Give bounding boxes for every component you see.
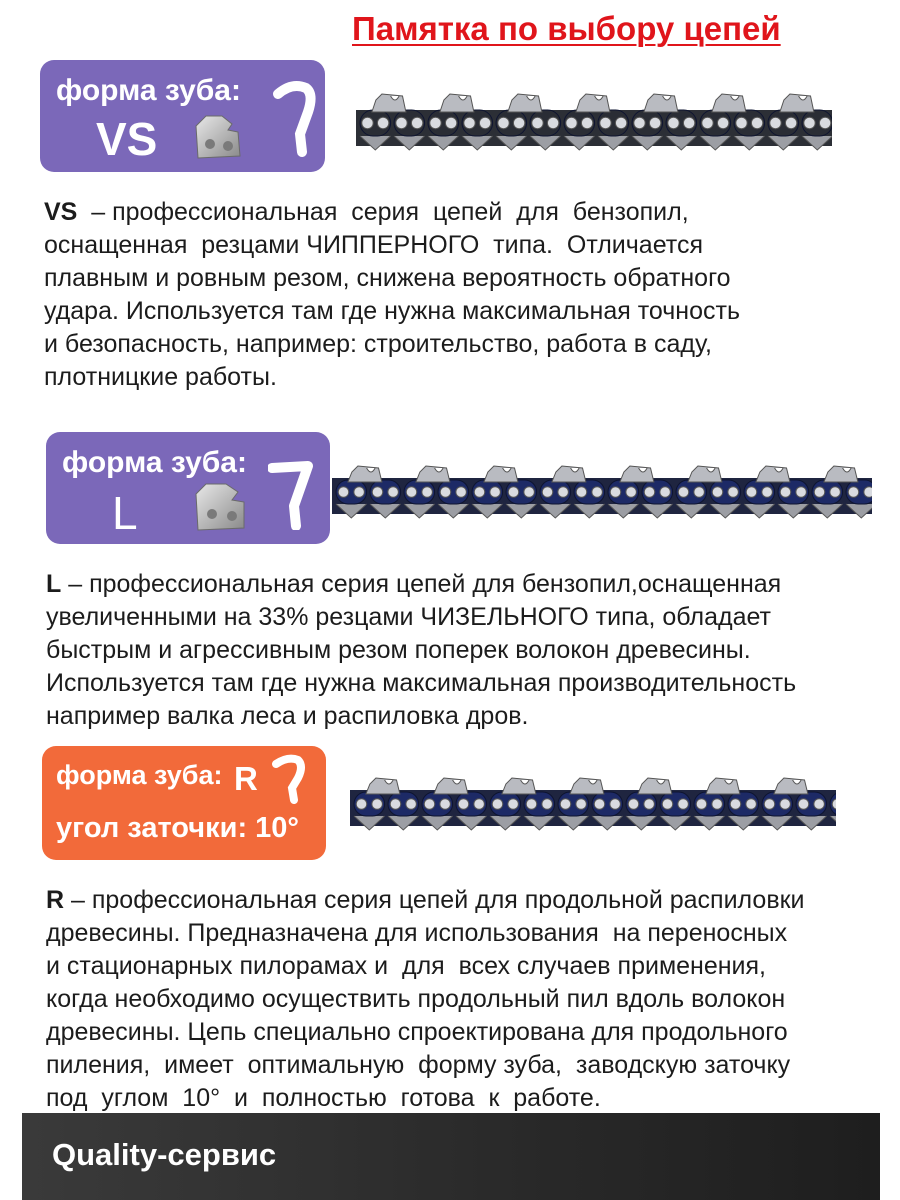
badge-r-label: форма зуба: <box>56 760 223 790</box>
badge-vs-code: VS <box>96 113 158 165</box>
description-l-line: например валка леса и распиловка дров. <box>46 702 529 730</box>
badge-l-label: форма зуба: <box>62 446 247 479</box>
tooth-profile-l-icon <box>268 454 318 530</box>
description-r-lead: R <box>46 886 65 914</box>
page-title: Памятка по выбору цепей <box>352 10 781 47</box>
description-vs-line: плотницкие работы. <box>44 363 277 391</box>
badge-vs-label: форма зуба: <box>56 74 241 107</box>
description-vs-line: удара. Используется там где нужна максимальная точность <box>44 297 740 325</box>
description-r-line: и стационарных пилорамах и для всех случаев применения, <box>46 952 766 980</box>
badge-l <box>46 432 330 544</box>
chisel-tooth-icon <box>194 482 248 534</box>
description-vs <box>44 196 740 394</box>
badge-r <box>42 746 326 860</box>
badge-r-code: R <box>234 760 258 797</box>
description-r-line: под углом 10° и полностью готова к работе. <box>46 1084 601 1112</box>
description-l-line: L – профессиональная серия цепей для бензопил,оснащенная <box>46 570 782 598</box>
badge-r-angle: угол заточки: 10° <box>56 812 300 844</box>
description-r-line: R – профессиональная серия цепей для продольной распиловки <box>46 886 805 914</box>
description-vs-line: плавным и ровным резом, снижена вероятность обратного <box>44 264 731 292</box>
description-l-lead: L <box>46 570 62 598</box>
description-l-line: Используется там где нужна максимальная производительность <box>46 669 797 697</box>
tooth-profile-r-icon <box>270 754 310 804</box>
chain-image-vs <box>356 86 832 168</box>
badge-l-code: L <box>112 487 138 539</box>
chain-image-r <box>350 770 836 846</box>
description-r-line: древесины. Цепь специально спроектирована для продольного <box>46 1018 788 1046</box>
chipper-tooth-icon <box>192 112 244 162</box>
description-vs-line: VS – профессиональная серия цепей для бензопил, <box>44 198 689 226</box>
footer-brand: Quality-сервис <box>52 1137 277 1172</box>
description-r-line: пиления, имеет оптимальную форму зуба, заводскую заточку <box>46 1051 791 1079</box>
description-vs-line: и безопасность, например: строительство, работа в саду, <box>44 330 712 358</box>
description-r <box>46 884 805 1115</box>
tooth-profile-vs-icon <box>272 80 316 158</box>
footer-bar <box>22 1113 880 1200</box>
description-l <box>46 568 796 733</box>
chain-image-l <box>332 460 872 536</box>
description-r-line: когда необходимо осуществить продольный пил вдоль волокон <box>46 985 786 1013</box>
description-vs-lead: VS <box>44 198 78 226</box>
description-l-line: быстрым и агрессивным резом поперек волокон древесины. <box>46 636 751 664</box>
description-l-line: увеличенными на 33% резцами ЧИЗЕЛЬНОГО типа, обладает <box>46 603 772 631</box>
description-r-line: древесины. Предназначена для использования на переносных <box>46 919 788 947</box>
badge-vs <box>40 60 325 172</box>
description-vs-line: оснащенная резцами ЧИППЕРНОГО типа. Отличается <box>44 231 703 259</box>
